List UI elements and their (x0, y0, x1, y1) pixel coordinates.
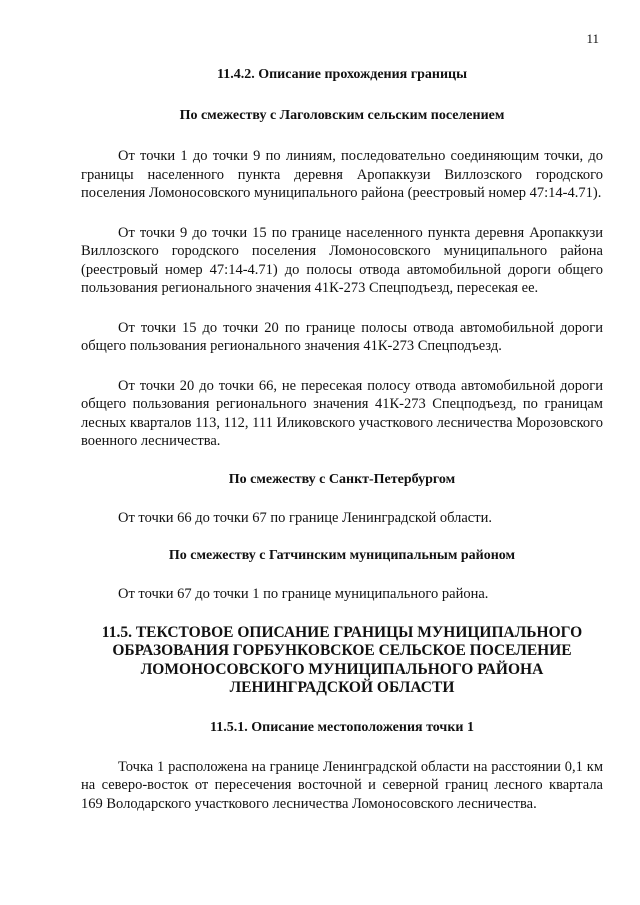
subheading-11-5-1: 11.5.1. Описание местоположения точки 1 (210, 719, 474, 735)
section-heading-11-4-2: 11.4.2. Описание прохождения границы (216, 67, 468, 82)
subheading-gatchina: По смежеству с Гатчинским муниципальным районом (168, 548, 516, 563)
paragraph-points-15-20: От точки 15 до точки 20 по границе полосы отвода автомобильной дороги общего пользования регионального значения 41К-273 Спецподъезд. (81, 319, 603, 354)
paragraph-points-66-67: От точки 66 до точки 67 по границе Ленинградской области. (118, 509, 492, 526)
paragraph-points-20-66: От точки 20 до точки 66, не пересекая полосу отвода автомобильной дороги общего пользования регионального значения 41К-273 Спецподъезд, по границам лесных кварталов 113, 112, 111 Иликовского участкового лесничества Морозовского военного лесничества. (81, 377, 603, 449)
paragraph-points-67-1: От точки 67 до точки 1 по границе муниципального района. (118, 586, 489, 602)
page-number: 11 (586, 31, 599, 46)
paragraph-points-9-15: От точки 9 до точки 15 по границе населенного пункта деревня Аропаккузи Виллозского городского поселения Ломоносовского муниципального района (реестровый номер 47:14-4.71) до полосы отвода автомобильной дороги общего пользования регионального значения 41К-273 Спецподъезд, пересекая ее. (81, 224, 603, 296)
section-heading-11-5: 11.5. ТЕКСТОВОЕ ОПИСАНИЕ ГРАНИЦЫ МУНИЦИПАЛЬНОГО ОБРАЗОВАНИЯ ГОРБУНКОВСКОЕ СЕЛЬСКОЕ ПОСЕЛЕНИЕ ЛОМОНОСОВСКОГО МУНИЦИПАЛЬНОГО РАЙОНА ЛЕНИНГРАДСКОЙ ОБЛАСТИ (101, 623, 583, 696)
subheading-lagolovo: По смежеству с Лаголовским сельским поселением (179, 108, 505, 123)
paragraph-points-1-9: От точки 1 до точки 9 по линиям, последовательно соединяющим точки, до границы населенного пункта деревня Аропаккузи Виллозского городского поселения Ломоносовского муниципального района (реестровый номер 47:14-4.71). (81, 148, 603, 201)
subheading-saint-petersburg: По смежеству с Санкт-Петербургом (228, 471, 456, 487)
document-body (81, 65, 603, 813)
paragraph-point-1-location: Точка 1 расположена на границе Ленинградской области на расстоянии 0,1 км на северо-восток от пересечения восточной и северной границ лесного квартала 169 Володарского участкового лесничества Ломоносовского лесничества. (81, 758, 603, 812)
